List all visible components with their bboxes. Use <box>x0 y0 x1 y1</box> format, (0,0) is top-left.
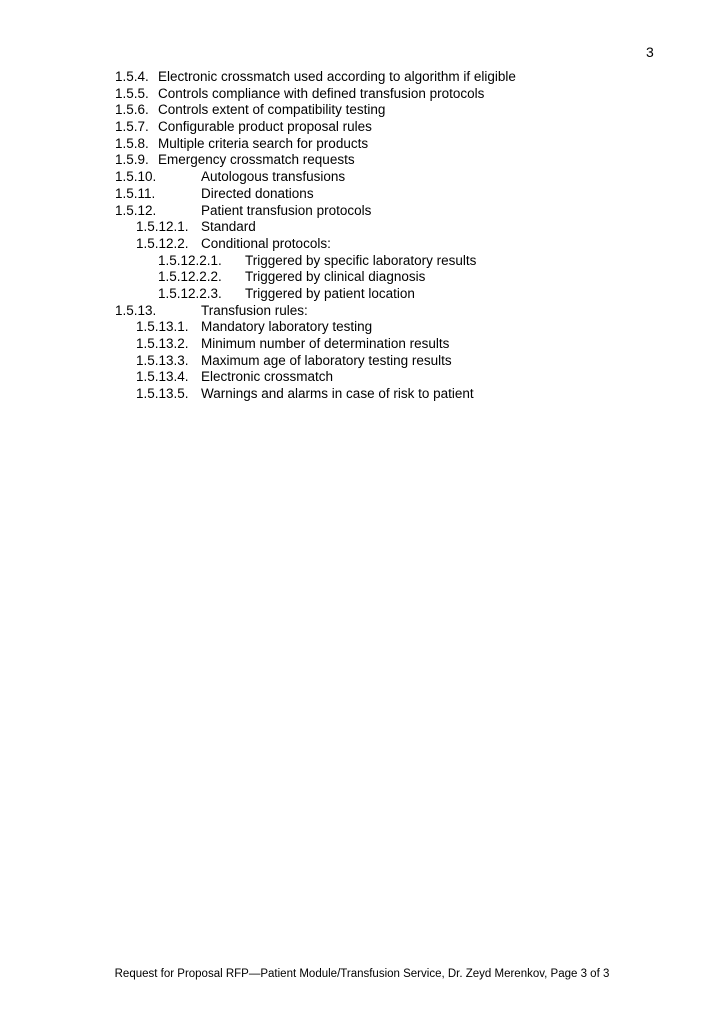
outline-item-text: Triggered by specific laboratory results <box>245 252 477 268</box>
outline-item-number: 1.5.10. <box>115 169 157 185</box>
outline-item-text: Electronic crossmatch <box>201 369 334 385</box>
outline-item-number: 1.5.13.5. <box>136 386 189 402</box>
outline-item-number: 1.5.13.4. <box>136 369 189 385</box>
outline-item <box>0 253 724 270</box>
outline-item <box>0 136 724 153</box>
outline-item-text: Electronic crossmatch used according to algorithm if eligible <box>158 69 516 84</box>
outline-item <box>0 86 724 103</box>
outline-item-text: Minimum number of determination results <box>201 336 450 351</box>
outline-item <box>0 69 724 86</box>
outline-item-number: 1.5.13.3. <box>136 352 189 368</box>
outline-item <box>0 119 724 136</box>
outline-item-number: 1.5.6. <box>115 102 149 118</box>
outline-item-text: Triggered by patient location <box>245 285 415 301</box>
outline-item <box>0 269 724 286</box>
outline-item-text: Conditional protocols: <box>201 235 331 251</box>
outline-item-number: 1.5.13.2. <box>136 336 189 351</box>
outline-item-text: Controls compliance with defined transfusion protocols <box>158 85 485 101</box>
outline-item-number: 1.5.8. <box>115 135 149 151</box>
outline-item-number: 1.5.12.2.2. <box>158 269 222 285</box>
outline-item-text: Configurable product proposal rules <box>158 119 372 135</box>
page-number: 3 <box>646 44 654 60</box>
outline-item-text: Autologous transfusions <box>201 169 346 185</box>
outline-item-number: 1.5.12.2.3. <box>158 285 222 301</box>
page-footer: Request for Proposal RFP—Patient Module/Transfusion Service, Dr. Zeyd Merenkov, Page 3 of 3 <box>114 968 610 980</box>
outline-item-text: Controls extent of compatibility testing <box>158 102 386 118</box>
outline-item <box>0 386 724 403</box>
outline-item-number: 1.5.12.1. <box>136 219 189 235</box>
requirements-outline <box>0 69 724 403</box>
outline-item <box>0 353 724 370</box>
outline-item <box>0 152 724 169</box>
outline-item-text: Standard <box>201 219 256 235</box>
outline-item <box>0 236 724 253</box>
outline-item-number: 1.5.5. <box>115 85 149 101</box>
outline-item-number: 1.5.13.1. <box>136 319 189 335</box>
outline-item-text: Patient transfusion protocols <box>201 202 372 218</box>
outline-item-number: 1.5.13. <box>115 302 157 318</box>
outline-item-text: Emergency crossmatch requests <box>158 152 355 168</box>
outline-item-text: Triggered by clinical diagnosis <box>245 269 426 285</box>
outline-item-text: Mandatory laboratory testing <box>201 319 373 335</box>
outline-item <box>0 369 724 386</box>
outline-item-number: 1.5.4. <box>115 69 149 84</box>
outline-item <box>0 286 724 303</box>
outline-item <box>0 186 724 203</box>
outline-item-text: Multiple criteria search for products <box>158 135 369 151</box>
outline-item-number: 1.5.9. <box>115 152 149 168</box>
outline-item <box>0 102 724 119</box>
outline-item-text: Directed donations <box>201 185 314 201</box>
outline-item-text: Warnings and alarms in case of risk to patient <box>201 386 474 402</box>
outline-item <box>0 319 724 336</box>
outline-item-text: Transfusion rules: <box>201 302 308 318</box>
outline-item <box>0 169 724 186</box>
outline-item-number: 1.5.12.2. <box>136 235 189 251</box>
outline-item-text: Maximum age of laboratory testing results <box>201 352 452 368</box>
outline-item-number: 1.5.12.2.1. <box>158 252 222 268</box>
outline-item <box>0 203 724 220</box>
outline-item <box>0 303 724 320</box>
outline-item-number: 1.5.11. <box>115 185 156 201</box>
outline-item-number: 1.5.12. <box>115 202 157 218</box>
outline-item <box>0 336 724 353</box>
outline-item <box>0 219 724 236</box>
outline-item-number: 1.5.7. <box>115 119 149 135</box>
